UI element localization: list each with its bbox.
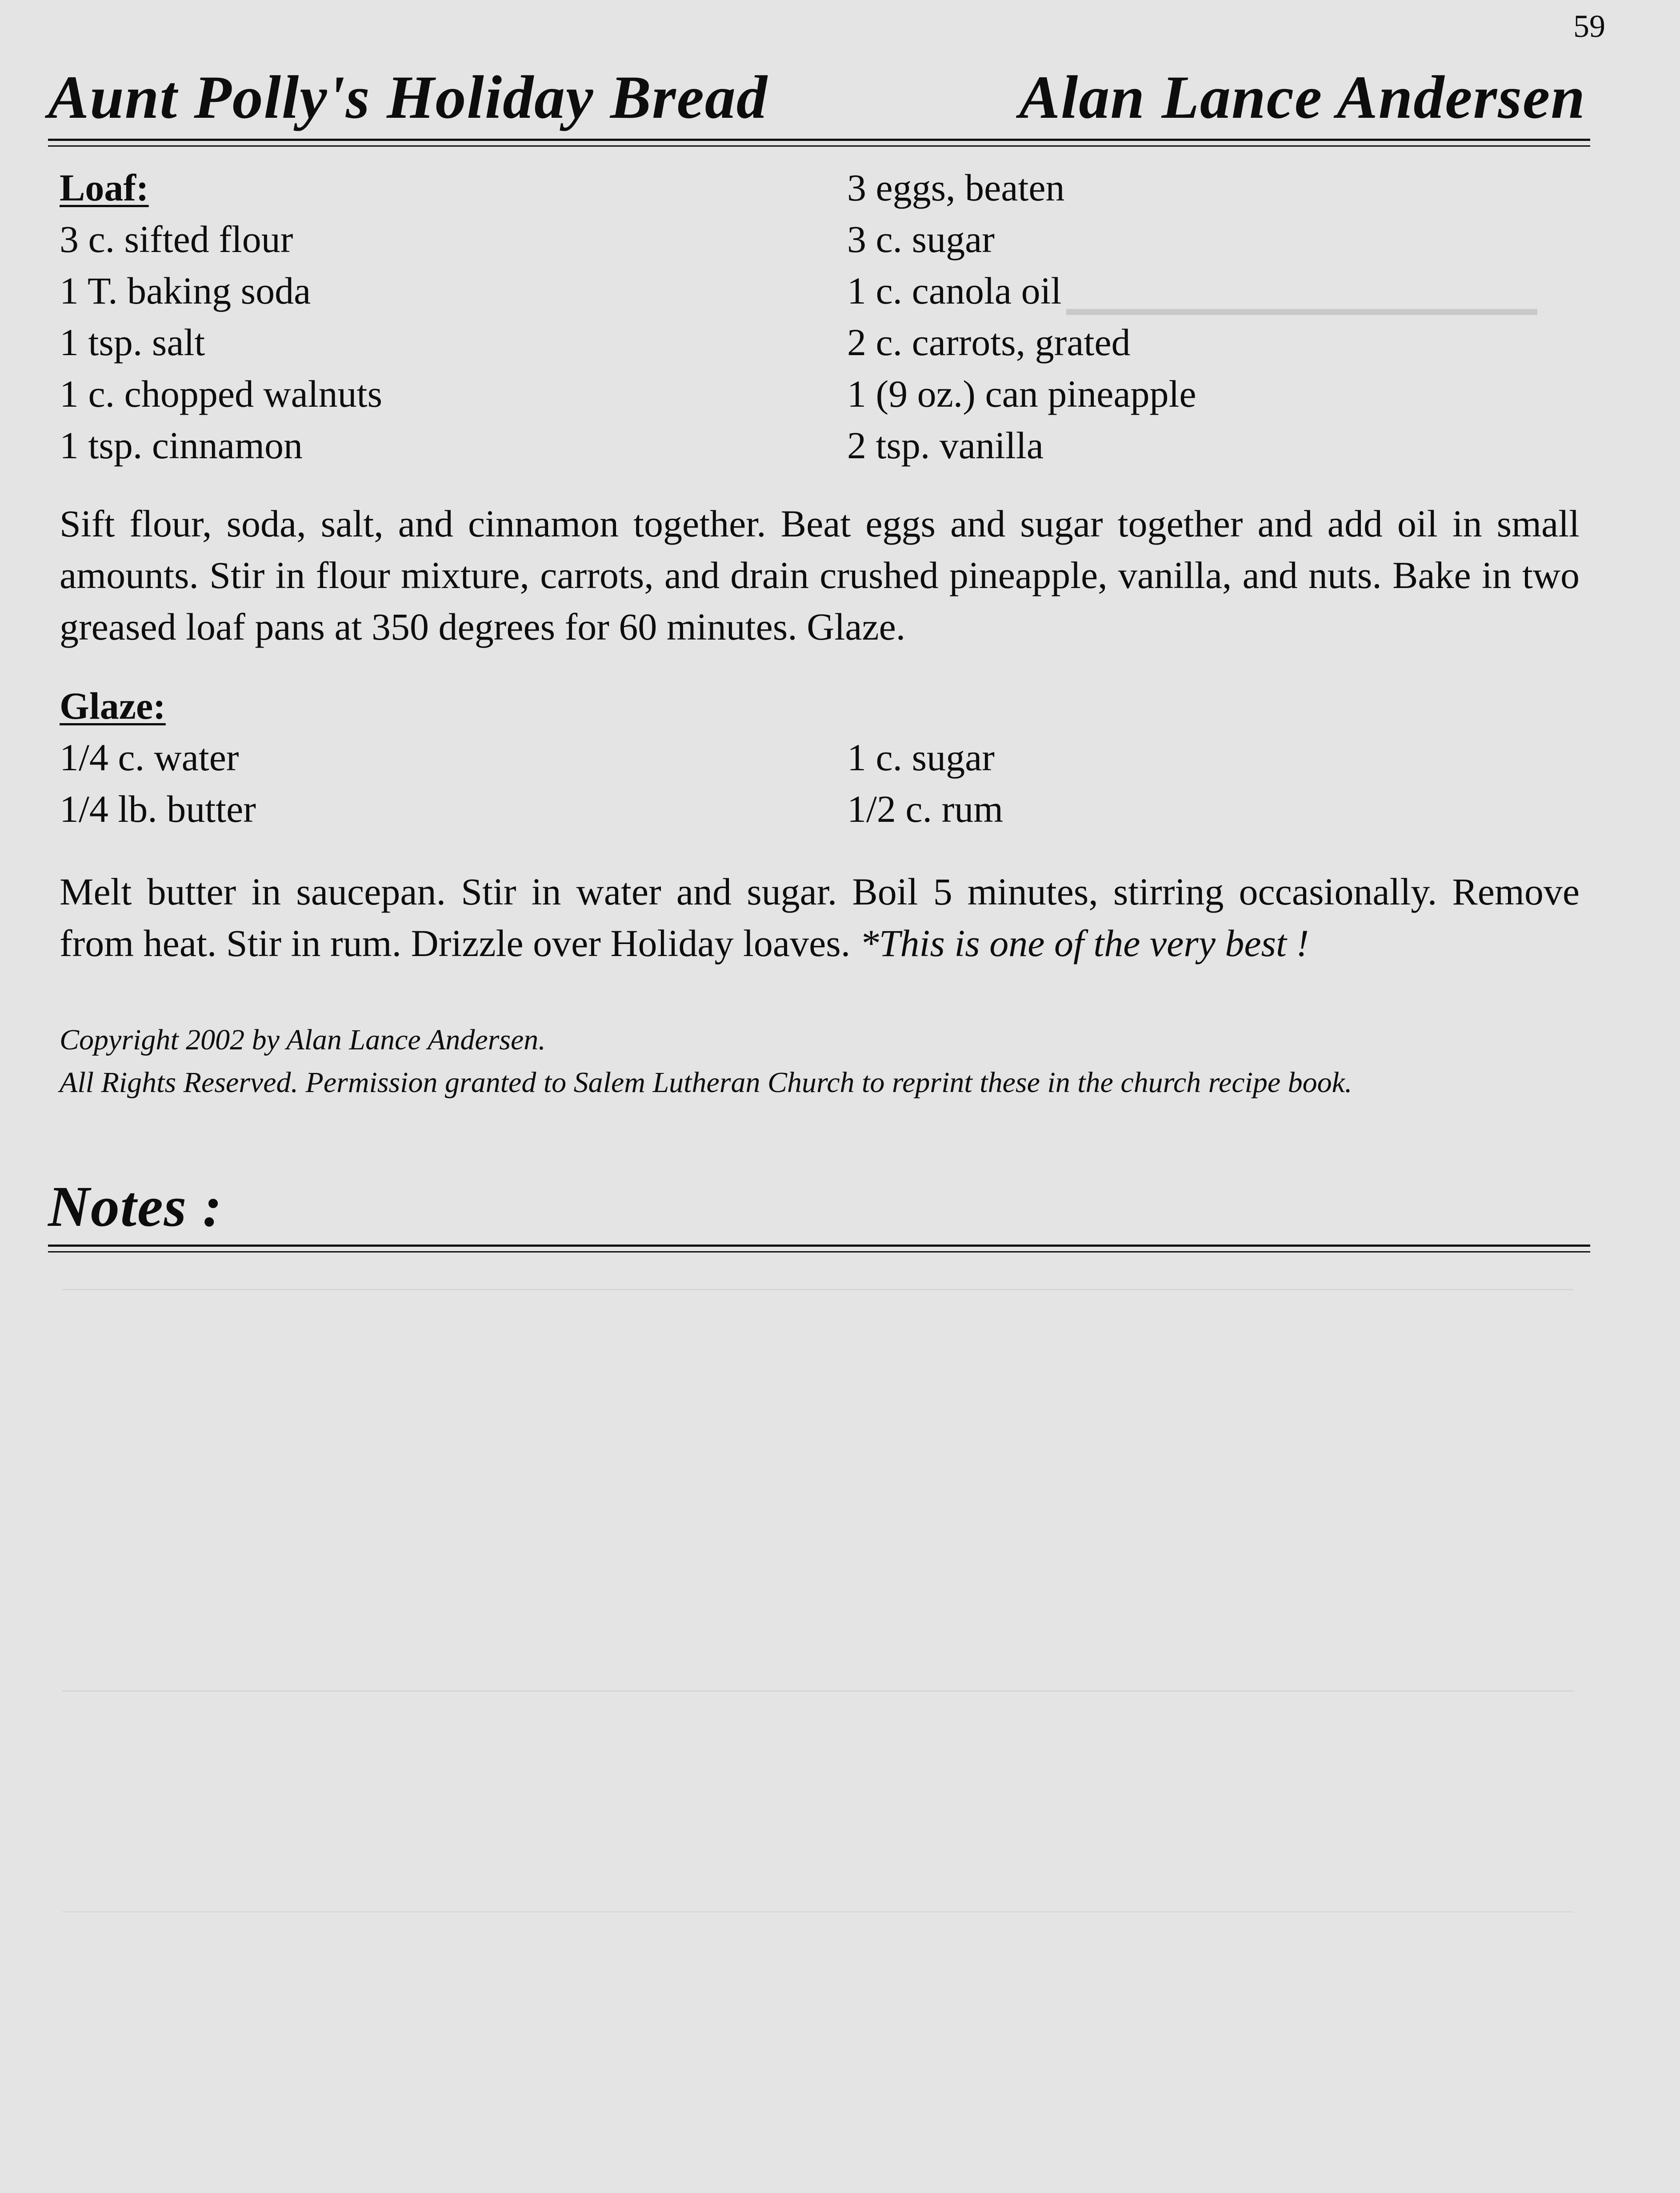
glaze-right-column — [847, 732, 1603, 835]
ingredient-line: 2 tsp. vanilla — [847, 424, 1044, 467]
glaze-section — [60, 680, 1603, 835]
ingredient-line: 1 c. sugar — [847, 736, 995, 779]
loaf-left-column — [60, 162, 847, 471]
ingredient-line: 1 (9 oz.) can pineapple — [847, 372, 1196, 415]
recipe-author: Alan Lance Andersen — [1019, 63, 1586, 131]
glaze-ingredient-columns — [60, 732, 1603, 835]
glaze-left-column — [60, 732, 847, 835]
recipe-title-row — [48, 63, 1590, 138]
ingredient-line: 3 c. sugar — [847, 218, 995, 260]
glaze-directions-text: Melt butter in saucepan. Stir in water and sugar. Boil 5 minutes, stirring occasionally. Remove from heat. Stir in rum. Drizzle over Holiday loaves. — [60, 870, 1580, 964]
loaf-section — [60, 162, 1603, 471]
ingredient-line: 3 eggs, beaten — [847, 166, 1065, 209]
ingredient-line: 1/4 c. water — [60, 736, 239, 779]
loaf-heading: Loaf: — [60, 166, 149, 209]
ingredient-line: 1 tsp. salt — [60, 321, 205, 364]
glaze-comment: *This is one of the very best ! — [860, 922, 1309, 964]
glaze-directions — [60, 866, 1580, 969]
recipe-title: Aunt Polly's Holiday Bread — [48, 63, 768, 131]
loaf-ingredient-columns — [60, 162, 1603, 471]
page-number: 59 — [1573, 8, 1605, 44]
ingredient-line: 1/4 lb. butter — [60, 788, 256, 830]
show-through-texture — [62, 1289, 1573, 1692]
ingredient-line: 1 T. baking soda — [60, 269, 311, 312]
notes-heading: Notes : — [48, 1175, 223, 1239]
glaze-heading: Glaze: — [60, 684, 166, 727]
ingredient-line: 1 c. chopped walnuts — [60, 372, 383, 415]
ingredient-line: 3 c. sifted flour — [60, 218, 293, 260]
loaf-right-column — [847, 162, 1603, 471]
ingredient-line: 1 tsp. cinnamon — [60, 424, 303, 467]
show-through-texture — [62, 1778, 1573, 1913]
ingredient-line: 1 c. canola oil — [847, 269, 1062, 312]
rights-notice: All Rights Reserved. Permission granted to Salem Lutheran Church to reprint these in the church recipe book. — [60, 1066, 1352, 1099]
notes-rule — [48, 1245, 1590, 1253]
loaf-directions: Sift flour, soda, salt, and cinnamon together. Beat eggs and sugar together and add oil in small amounts. Stir in flour mixture, carrots, and drain crushed pineapple, vanilla, and nuts. Bake in two greased loaf pans at 350 degrees for 60 minutes. Glaze. — [60, 502, 1580, 648]
title-rule — [48, 139, 1590, 147]
show-through-texture: ▁▁▁▁▁▁▁▁▁▁▁▁▁▁▁▁ — [1067, 271, 1537, 314]
ingredient-line: 2 c. carrots, grated — [847, 321, 1131, 364]
ingredient-line: 1/2 c. rum — [847, 788, 1004, 830]
copyright-line: Copyright 2002 by Alan Lance Andersen. — [60, 1024, 546, 1056]
